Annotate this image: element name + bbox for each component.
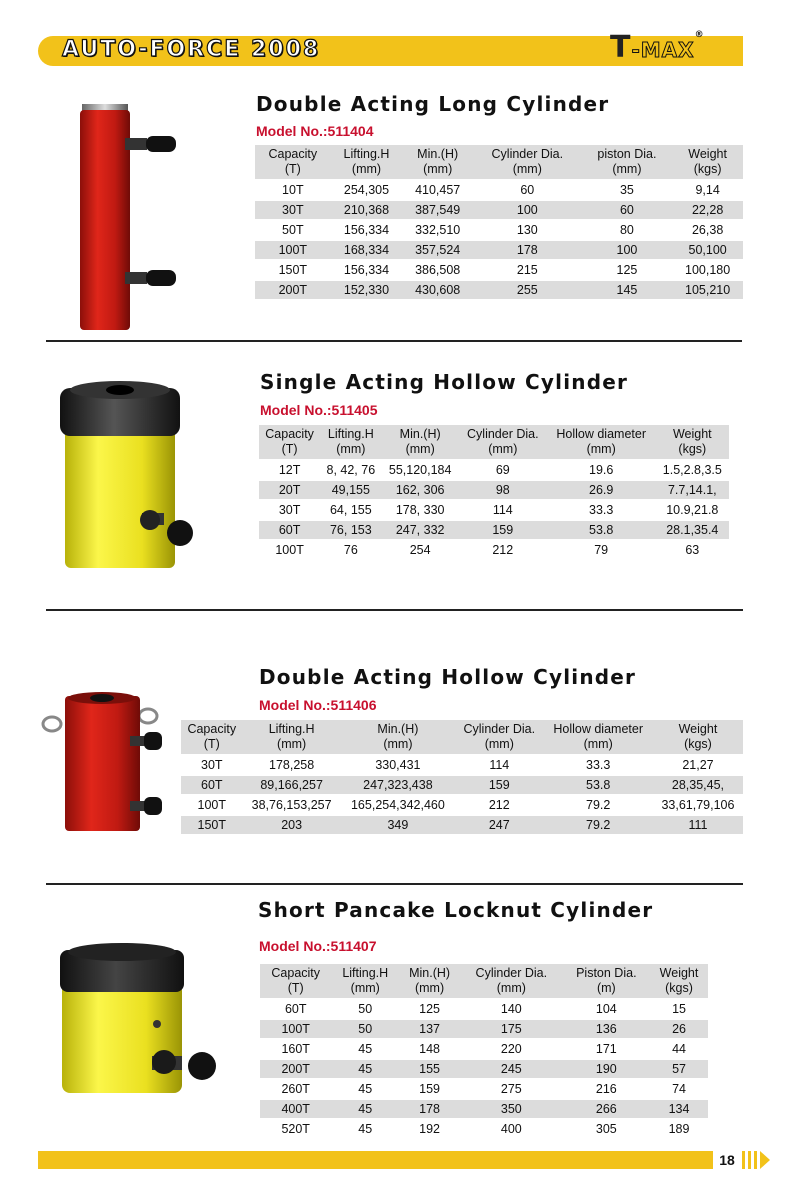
column-header: [341, 720, 455, 754]
table-cell: 350: [460, 1100, 563, 1118]
table-cell: 76, 153: [320, 521, 381, 539]
table-row: [255, 221, 743, 239]
table-row: [255, 241, 743, 259]
footer-stripe: [754, 1151, 757, 1169]
table-cell: 212: [492, 543, 514, 557]
spec-table: [260, 962, 708, 1140]
column-header-label: Cylinder Dia.: [491, 147, 564, 161]
column-header-unit: (mm): [383, 737, 413, 751]
column-header-unit: (kgs): [678, 442, 707, 456]
column-header-unit: (T): [203, 737, 220, 751]
table-cell: 175: [460, 1020, 563, 1038]
column-header-unit: (kgs): [684, 737, 712, 751]
column-header-unit: (mm): [405, 442, 435, 456]
table-cell: 44: [672, 1042, 686, 1056]
table-header-row: [181, 720, 743, 754]
table-cell: 100: [582, 241, 673, 259]
table-cell: 26,38: [691, 223, 724, 237]
table-cell: 53.8: [543, 776, 652, 794]
column-header-label: Lifting.H: [342, 966, 389, 980]
column-header: [473, 145, 582, 179]
table-cell: 60T: [181, 776, 243, 794]
table-cell: 100,180: [685, 263, 731, 277]
spec-table: [259, 423, 729, 561]
table-cell: 79.2: [586, 798, 611, 812]
table-cell: 53.8: [547, 521, 656, 539]
table-cell: 200T: [260, 1060, 331, 1078]
table-cell: 79: [594, 543, 609, 557]
table-cell: 156,334: [343, 263, 390, 277]
table-cell: 168,334: [331, 241, 403, 259]
section-divider: [46, 340, 742, 342]
table-cell: 260T: [281, 1082, 310, 1096]
table-row: [255, 201, 743, 219]
table-row: [260, 1080, 708, 1098]
table-row: [260, 1040, 708, 1058]
column-header: [650, 964, 708, 998]
column-header-unit: (mm): [512, 162, 542, 176]
table-cell: 155: [399, 1060, 460, 1078]
table-cell: 35: [619, 183, 634, 197]
table-cell: 60T: [284, 1002, 307, 1016]
spec-table: [181, 718, 743, 836]
table-cell: 45: [331, 1100, 399, 1118]
table-cell: 400T: [260, 1100, 331, 1118]
column-header-label: Min.(H): [417, 147, 459, 161]
column-header-unit: (mm): [277, 737, 307, 751]
table-cell: 255: [473, 281, 582, 299]
column-header-label: Cylinder Dia.: [475, 966, 548, 980]
table-cell: 45: [331, 1060, 399, 1078]
table-cell: 100T: [197, 798, 227, 812]
table-cell: 220: [500, 1042, 522, 1056]
footer-stripe: [748, 1151, 751, 1169]
column-header-label: Min.(H): [399, 427, 441, 441]
column-header-label: Hollow diameter: [556, 427, 646, 441]
column-header-unit: (m): [596, 981, 616, 995]
model-number: Model No.:511405: [260, 402, 378, 418]
column-header-unit: (mm): [496, 981, 526, 995]
table-cell: 357,524: [402, 241, 473, 259]
column-header-unit: (T): [284, 162, 301, 176]
table-cell: 212: [488, 798, 510, 812]
table-cell: 7.7,14.1,: [656, 481, 729, 499]
table-row: [259, 481, 729, 499]
column-header-unit: (kgs): [693, 162, 722, 176]
table-row: [259, 541, 729, 559]
table-cell: 45: [358, 1122, 373, 1136]
table-cell: 148: [419, 1042, 440, 1056]
brand-logo: T-MAX®: [610, 30, 705, 65]
catalog-title: AUTO-FORCE 2008: [62, 37, 321, 62]
table-cell: 171: [595, 1042, 617, 1056]
table-cell: 215: [516, 263, 538, 277]
spec-table: [255, 143, 743, 301]
table-cell: 8, 42, 76: [326, 463, 376, 477]
column-header-unit: (kgs): [665, 981, 693, 995]
table-cell: 60T: [259, 521, 320, 539]
table-header-row: [259, 425, 729, 459]
section-title: Short Pancake Locknut Cylinder: [258, 898, 654, 922]
table-row: [260, 1000, 708, 1018]
table-cell: 57: [650, 1060, 708, 1078]
table-cell: 125: [616, 263, 638, 277]
footer-band: [38, 1151, 713, 1169]
column-header-label: Min.(H): [409, 966, 451, 980]
section-title: Double Acting Long Cylinder: [256, 92, 610, 116]
table-cell: 159: [419, 1082, 440, 1096]
table-cell: 266: [563, 1100, 650, 1118]
table-row: [260, 1060, 708, 1078]
table-cell: 63: [685, 543, 700, 557]
column-header: [260, 964, 331, 998]
table-cell: 33.3: [589, 503, 614, 517]
table-cell: 165,254,342,460: [350, 798, 445, 812]
table-cell: 520T: [281, 1122, 310, 1136]
table-cell: 89,166,257: [243, 776, 341, 794]
table-cell: 105,210: [672, 281, 743, 299]
table-cell: 79.2: [543, 816, 652, 834]
table-cell: 64, 155: [329, 503, 372, 517]
table-cell: 245: [460, 1060, 563, 1078]
column-header: [181, 720, 243, 754]
footer-stripe: [742, 1151, 745, 1169]
column-header-label: Weight: [678, 722, 718, 736]
table-cell: 60: [582, 201, 673, 219]
table-cell: 76: [343, 543, 358, 557]
table-cell: 275: [500, 1082, 522, 1096]
column-header: [331, 964, 399, 998]
table-cell: 247,323,438: [341, 776, 455, 794]
column-header: [459, 425, 547, 459]
table-row: [181, 776, 743, 794]
table-row: [181, 796, 743, 814]
column-header: [399, 964, 460, 998]
table-header-row: [255, 145, 743, 179]
table-cell: 137: [399, 1020, 460, 1038]
column-header-label: Lifting.H: [343, 147, 390, 161]
column-header: [255, 145, 331, 179]
table-cell: 152,330: [331, 281, 403, 299]
table-cell: 178: [399, 1100, 460, 1118]
column-header-label: Capacity: [268, 147, 318, 161]
column-header: [320, 425, 381, 459]
table-cell: 150T: [278, 263, 308, 277]
column-header-unit: (mm): [484, 737, 514, 751]
column-header: [243, 720, 341, 754]
section-divider: [46, 883, 743, 885]
column-header-label: Lifting.H: [268, 722, 315, 736]
table-cell: 50,100: [672, 241, 743, 259]
table-cell: 30T: [255, 201, 331, 219]
column-header: [582, 145, 673, 179]
table-cell: 200T: [255, 281, 331, 299]
table-cell: 305: [595, 1122, 617, 1136]
column-header-label: piston Dia.: [597, 147, 657, 161]
table-cell: 28.1,35.4: [656, 521, 729, 539]
model-number: Model No.:511406: [259, 697, 377, 713]
table-cell: 21,27: [682, 758, 714, 772]
page-number: 18: [715, 1151, 739, 1169]
table-cell: 104: [595, 1002, 617, 1016]
table-cell: 150T: [181, 816, 243, 834]
column-header-label: Capacity: [187, 722, 237, 736]
table-cell: 98: [459, 481, 547, 499]
column-header-label: Piston Dia.: [576, 966, 637, 980]
table-cell: 130: [516, 223, 538, 237]
table-cell: 12T: [278, 463, 301, 477]
table-row: [255, 281, 743, 299]
column-header-unit: (mm): [423, 162, 453, 176]
model-number: Model No.:511407: [259, 938, 377, 954]
column-header: [656, 425, 729, 459]
table-cell: 111: [653, 816, 743, 834]
column-header: [259, 425, 320, 459]
column-header-unit: (mm): [586, 442, 616, 456]
table-cell: 33,61,79,106: [661, 798, 735, 812]
table-cell: 330,431: [375, 758, 421, 772]
column-header-label: Weight: [688, 147, 727, 161]
table-cell: 178, 330: [395, 503, 445, 517]
table-row: [181, 816, 743, 834]
table-row: [259, 501, 729, 519]
table-cell: 134: [650, 1100, 708, 1118]
column-header-label: Weight: [672, 427, 712, 441]
table-cell: 140: [500, 1002, 522, 1016]
column-header-label: Capacity: [265, 427, 314, 441]
table-cell: 50: [358, 1002, 373, 1016]
table-cell: 178,258: [269, 758, 315, 772]
table-cell: 192: [419, 1122, 440, 1136]
table-cell: 30T: [278, 503, 301, 517]
section-title: Single Acting Hollow Cylinder: [260, 370, 629, 394]
column-header-label: Weight: [659, 966, 699, 980]
column-header: [331, 145, 403, 179]
column-header: [653, 720, 743, 754]
table-cell: 100T: [275, 543, 304, 557]
table-cell: 19.6: [589, 463, 614, 477]
table-cell: 156,334: [343, 223, 390, 237]
table-cell: 9,14: [695, 183, 720, 197]
table-cell: 38,76,153,257: [251, 798, 332, 812]
table-cell: 50T: [282, 223, 304, 237]
table-cell: 349: [341, 816, 455, 834]
table-cell: 159: [455, 776, 543, 794]
column-header-unit: (mm): [336, 442, 366, 456]
column-header: [563, 964, 650, 998]
table-cell: 1.5,2.8,3.5: [662, 463, 722, 477]
table-row: [255, 181, 743, 199]
column-header-unit: (mm): [414, 981, 445, 995]
section-divider: [46, 609, 743, 611]
footer-arrow-icon: [760, 1151, 770, 1169]
table-cell: 430,608: [402, 281, 473, 299]
table-cell: 136: [563, 1020, 650, 1038]
table-cell: 15: [672, 1002, 686, 1016]
column-header-unit: (T): [287, 981, 304, 995]
table-cell: 26: [650, 1020, 708, 1038]
table-cell: 114: [492, 503, 513, 517]
table-cell: 55,120,184: [388, 463, 452, 477]
section-title: Double Acting Hollow Cylinder: [259, 665, 637, 689]
table-cell: 247: [455, 816, 543, 834]
table-row: [259, 521, 729, 539]
table-row: [260, 1120, 708, 1138]
table-cell: 210,368: [331, 201, 403, 219]
column-header-unit: (mm): [350, 981, 380, 995]
column-header: [543, 720, 652, 754]
table-cell: 30T: [201, 758, 223, 772]
table-cell: 145: [582, 281, 673, 299]
column-header-label: Capacity: [271, 966, 321, 980]
table-cell: 49,155: [320, 481, 381, 499]
table-cell: 178: [473, 241, 582, 259]
column-header-unit: (mm): [612, 162, 642, 176]
table-cell: 254,305: [343, 183, 390, 197]
table-row: [260, 1100, 708, 1118]
table-cell: 45: [358, 1082, 373, 1096]
table-cell: 247, 332: [381, 521, 458, 539]
short-pancake-locknut-cylinder-image: [52, 938, 222, 1103]
single-acting-hollow-cylinder-image: [50, 378, 210, 578]
table-cell: 162, 306: [381, 481, 458, 499]
table-row: [260, 1020, 708, 1038]
table-cell: 20T: [259, 481, 320, 499]
table-cell: 100T: [260, 1020, 331, 1038]
column-header: [460, 964, 563, 998]
table-cell: 100T: [255, 241, 331, 259]
table-cell: 69: [495, 463, 510, 477]
table-cell: 189: [668, 1122, 690, 1136]
column-header-unit: (mm): [583, 737, 613, 751]
column-header-label: Min.(H): [377, 722, 419, 736]
column-header-label: Cylinder Dia.: [463, 722, 536, 736]
table-cell: 190: [563, 1060, 650, 1078]
column-header: [402, 145, 473, 179]
table-cell: 203: [243, 816, 341, 834]
table-cell: 33.3: [586, 758, 611, 772]
double-acting-long-cylinder-image: [70, 100, 190, 340]
column-header: [672, 145, 743, 179]
table-cell: 80: [619, 223, 634, 237]
column-header: [547, 425, 656, 459]
table-cell: 386,508: [415, 263, 461, 277]
table-header-row: [260, 964, 708, 998]
table-row: [259, 461, 729, 479]
table-cell: 60: [520, 183, 535, 197]
table-cell: 254: [409, 543, 431, 557]
table-cell: 125: [419, 1002, 440, 1016]
column-header-unit: (mm): [351, 162, 382, 176]
table-cell: 160T: [281, 1042, 310, 1056]
table-cell: 410,457: [415, 183, 461, 197]
table-cell: 26.9: [547, 481, 656, 499]
table-cell: 10.9,21.8: [666, 503, 719, 517]
table-cell: 100: [473, 201, 582, 219]
column-header: [381, 425, 458, 459]
table-row: [181, 756, 743, 774]
column-header-label: Lifting.H: [327, 427, 374, 441]
table-cell: 50: [331, 1020, 399, 1038]
table-cell: 159: [459, 521, 547, 539]
column-header: [455, 720, 543, 754]
table-cell: 45: [358, 1042, 373, 1056]
table-cell: 332,510: [415, 223, 461, 237]
table-cell: 22,28: [672, 201, 743, 219]
table-row: [255, 261, 743, 279]
table-cell: 10T: [282, 183, 304, 197]
column-header-unit: (mm): [488, 442, 518, 456]
table-cell: 74: [672, 1082, 686, 1096]
table-cell: 387,549: [402, 201, 473, 219]
table-cell: 216: [595, 1082, 617, 1096]
column-header-label: Cylinder Dia.: [467, 427, 539, 441]
table-cell: 400: [500, 1122, 522, 1136]
double-acting-hollow-cylinder-image: [40, 686, 170, 841]
column-header-label: Hollow diameter: [553, 722, 643, 736]
table-cell: 114: [489, 758, 510, 772]
table-cell: 28,35,45,: [653, 776, 743, 794]
column-header-unit: (T): [281, 442, 298, 456]
model-number: Model No.:511404: [256, 123, 374, 139]
